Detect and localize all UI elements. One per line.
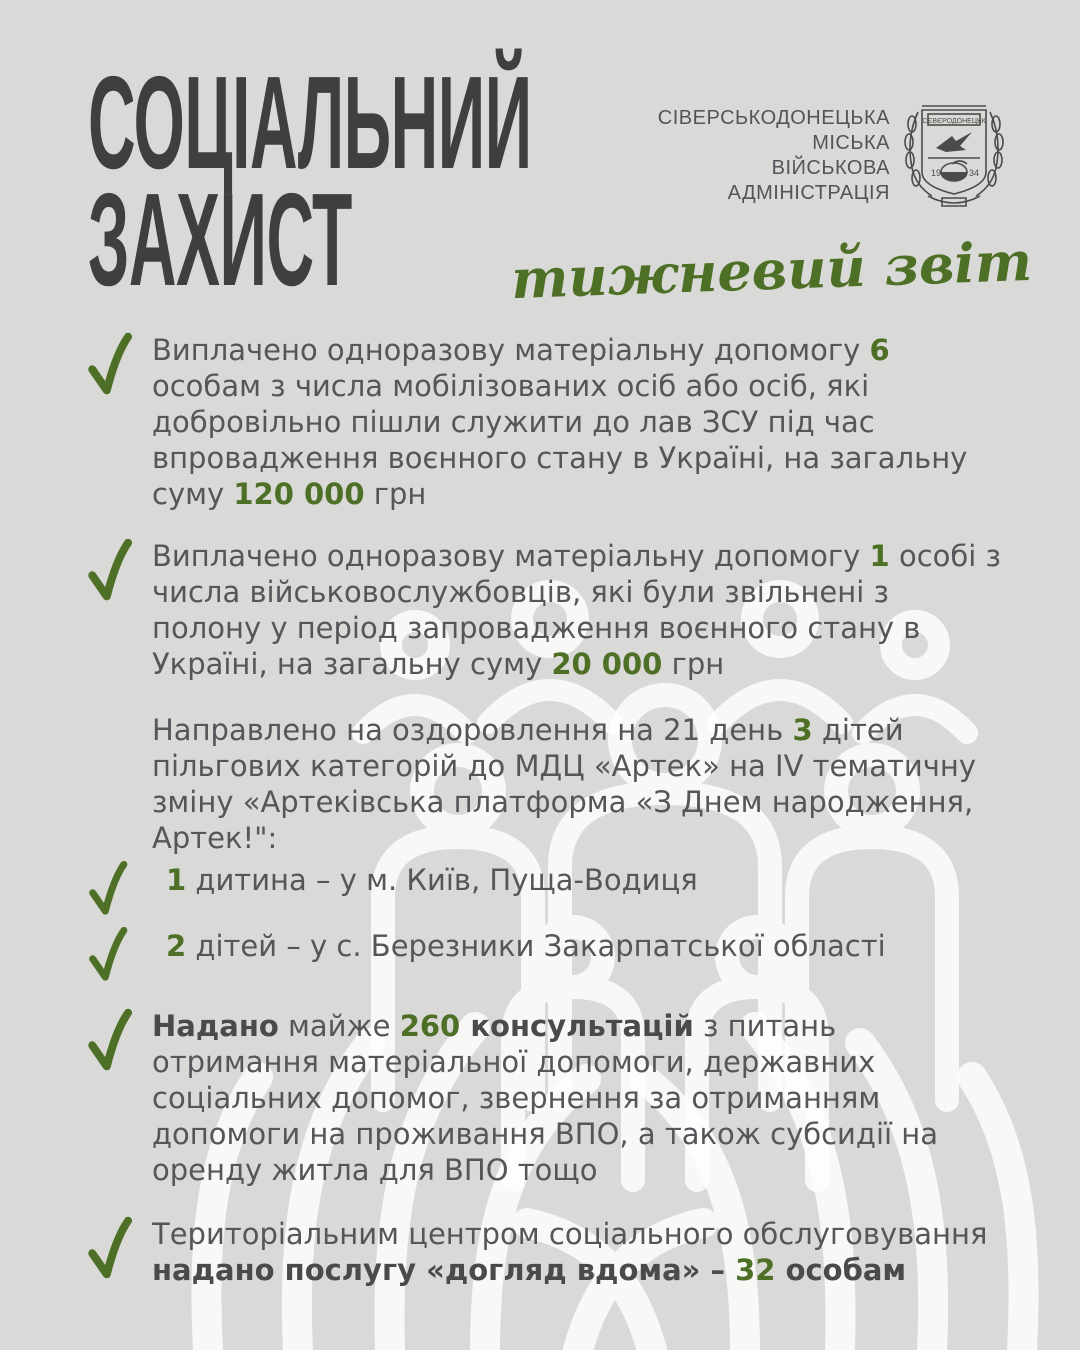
text-run: дітей – у с. Березники Закарпатської області [186, 929, 886, 963]
text-run: дітей пільгових категорій до МДЦ «Артек» на IV тематичну зміну «Артеківська платформа «З Днем народження, Артек!": [152, 713, 977, 855]
report-item-text [152, 1008, 1003, 1188]
report-item [88, 538, 1003, 682]
text-run-highlight: 260 [399, 1009, 461, 1043]
text-run-highlight: 6 [869, 333, 890, 367]
report-item [88, 1008, 1003, 1188]
text-run-bold: надано послугу «догляд вдома» – [152, 1253, 736, 1287]
report-item-text [152, 1216, 1003, 1288]
text-run: дитина – у м. Київ, Пуща-Водиця [186, 863, 698, 897]
report-item-text [152, 538, 1003, 682]
text-run: майже [278, 1009, 400, 1043]
text-run: Територіальним центром соціального обслуговування [152, 1217, 988, 1251]
text-run-highlight: 32 [735, 1253, 776, 1287]
report-item-text [152, 860, 1003, 900]
crest-year-right: 34 [969, 168, 980, 178]
report-subitem [88, 926, 1003, 986]
page-title-line2: ЗАХИСТ [88, 166, 352, 313]
text-run-highlight: 3 [792, 713, 813, 747]
checkmark-icon [88, 928, 134, 986]
text-run: грн [364, 477, 427, 511]
text-run: особам з числа мобілізованих осіб або осіб, які добровільно пішли служити до лав ЗСУ під час впровадження воєнного стану в Україні, на загальну суму [152, 369, 968, 511]
organization-name [540, 106, 890, 206]
checkmark-icon [88, 334, 134, 400]
text-run-highlight: 1 [869, 539, 890, 573]
report-item [88, 1216, 1003, 1288]
checkmark-icon [88, 1218, 134, 1284]
page-title-line1: СОЦІАЛЬНИЙ [88, 49, 532, 196]
text-run-bold: Надано [152, 1009, 279, 1043]
city-crest-logo [898, 98, 1010, 210]
checkmark-icon [88, 862, 134, 920]
text-run-bold: особам [775, 1253, 907, 1287]
text-run: з питань отримання матеріальної допомоги, державних соціальних допомог, звернення за отриманням допомоги на проживання ВПО, а також субсидії на оренду житла для ВПО тощо [152, 1009, 939, 1187]
organization-line: МІСЬКА [812, 132, 890, 154]
text-run: Виплачено одноразову матеріальну допомогу [152, 333, 870, 367]
report-item [88, 712, 1003, 856]
text-run-bold: консультацій [460, 1009, 694, 1043]
organization-line: АДМІНІСТРАЦІЯ [727, 182, 890, 204]
checkmark-icon [88, 1010, 134, 1076]
report-item-text [152, 332, 1003, 512]
organization-line: СІВЕРСЬКОДОНЕЦЬКА [657, 107, 890, 129]
report-item [88, 332, 1003, 512]
report-list [88, 332, 1003, 1288]
report-subitem [88, 860, 1003, 920]
handwritten-note: тижневий звіт [510, 228, 1033, 312]
report-item-text [152, 712, 1003, 856]
text-run: Виплачено одноразову матеріальну допомогу [152, 539, 870, 573]
crest-city-name: СЄВЄРОДОНЕЦЬК [922, 118, 986, 125]
text-run: особі з числа військовослужбовців, які були звільнені з полону у період запровадження воєнного стану в Україні, на загальну суму [152, 539, 1001, 681]
text-run: грн [662, 647, 725, 681]
text-run: Направлено на оздоровлення на 21 день [152, 713, 793, 747]
text-run-highlight: 120 000 [233, 477, 365, 511]
checkmark-icon [88, 540, 134, 606]
text-run-highlight: 2 [166, 929, 187, 963]
organization-line: ВІЙСЬКОВА [771, 157, 890, 179]
report-item-text [152, 926, 1003, 966]
text-run-highlight: 20 000 [551, 647, 663, 681]
text-run-highlight: 1 [166, 863, 187, 897]
crest-year-left: 19 [931, 168, 942, 178]
page-title [88, 49, 532, 313]
